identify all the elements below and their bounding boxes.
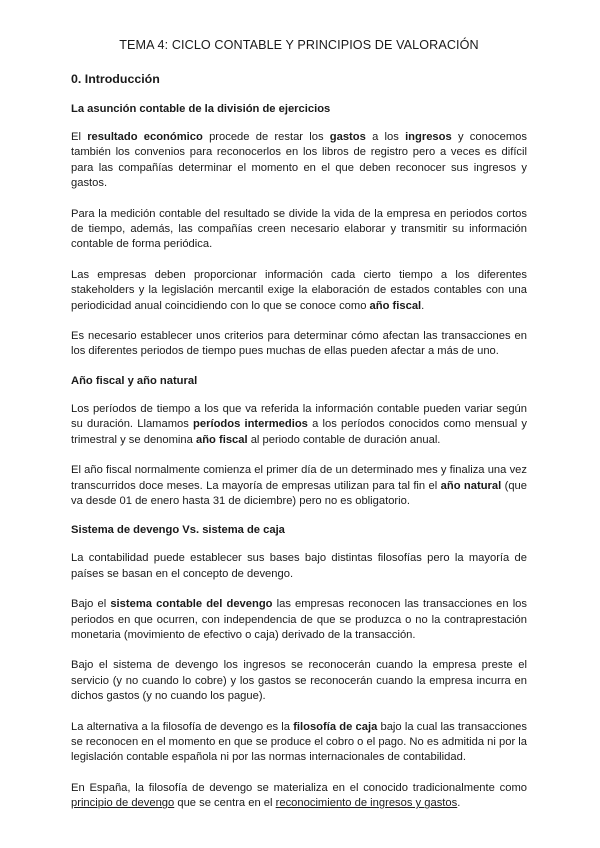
- paragraph-ano-natural: El año fiscal normalmente comienza el primer día de un determinado mes y finaliza una vez transcurridos doce meses. La mayoría de empresas utilizan para tal fin el año natural (que va desde 01 de enero hasta 31 de diciembre) pero no es obligatorio.: [71, 464, 527, 507]
- paragraph-periodos: Los períodos de tiempo a los que va referida la información contable pueden variar según su duración. Llamamos períodos intermedios a los períodos conocidos como mensual y trimestral y se denomina año fiscal al periodo contable de duración anual.: [71, 402, 527, 446]
- paragraph-criterios: Es necesario establecer unos criterios para determinar cómo afectan las transacciones en los diferentes periodos de tiempo pues muchas de ellas pueden afectar a más de uno.: [71, 330, 527, 358]
- subheading-division-ejercicios: La asunción contable de la división de ejercicios: [71, 103, 331, 115]
- paragraph-ingresos-gastos: Bajo el sistema de devengo los ingresos se reconocerán cuando la empresa preste el servicio (y no cuando lo cobre) y los gastos se reconocerán cuando la empresa incurra en dichos gastos (y no cuando los pague).: [71, 659, 527, 703]
- paragraph-espana: En España, la filosofía de devengo se materializa en el conocido tradicionalmente como principio de devengo que se centra en el reconocimiento de ingresos y gastos.: [71, 781, 527, 810]
- paragraph-stakeholders: Las empresas deben proporcionar información cada cierto tiempo a los diferentes stakeholders y la legislación mercantil exige la elaboración de estados contables con una periodicidad anual coincidiendo con lo que se conoce como año fiscal.: [71, 268, 527, 312]
- subheading-ano-fiscal: Año fiscal y año natural: [71, 374, 198, 387]
- document-title: TEMA 4: CICLO CONTABLE Y PRINCIPIOS DE VALORACIÓN: [119, 38, 479, 52]
- paragraph-medicion-contable: Para la medición contable del resultado se divide la vida de la empresa en periodos cortos de tiempo, además, las compañías creen necesario elaborar y transmitir su información contable de forma periódica.: [71, 207, 527, 251]
- paragraph-filosofia-caja: La alternativa a la filosofía de devengo es la filosofía de caja bajo la cual las transacciones se reconocen en el momento en que se produce el cobro o el pago. No es admitida ni por la legislación contable española ni por las normas internacionales de contabilidad.: [71, 720, 527, 764]
- paragraph-sistema-devengo: Bajo el sistema contable del devengo las empresas reconocen las transacciones en los periodos en que ocurren, con independencia de que se produzca o no la contraprestación monetaria (movimiento de efectivo o caja) derivado de la transacción.: [71, 598, 527, 641]
- paragraph-filosofias: La contabilidad puede establecer sus bases bajo distintas filosofías pero la mayoría de países se basan en el concepto de devengo.: [71, 552, 527, 580]
- paragraph-resultado-economico: El resultado económico procede de restar los gastos a los ingresos y conocemos también los convenios para reconocerlos en los libros de registro pero a veces es difícil para las compañías determinar el momento en el que deben reconocer sus ingresos y gastos.: [71, 131, 527, 190]
- section-heading-introduction: 0. Introducción: [71, 72, 160, 86]
- subheading-devengo-caja: Sistema de devengo Vs. sistema de caja: [71, 524, 285, 537]
